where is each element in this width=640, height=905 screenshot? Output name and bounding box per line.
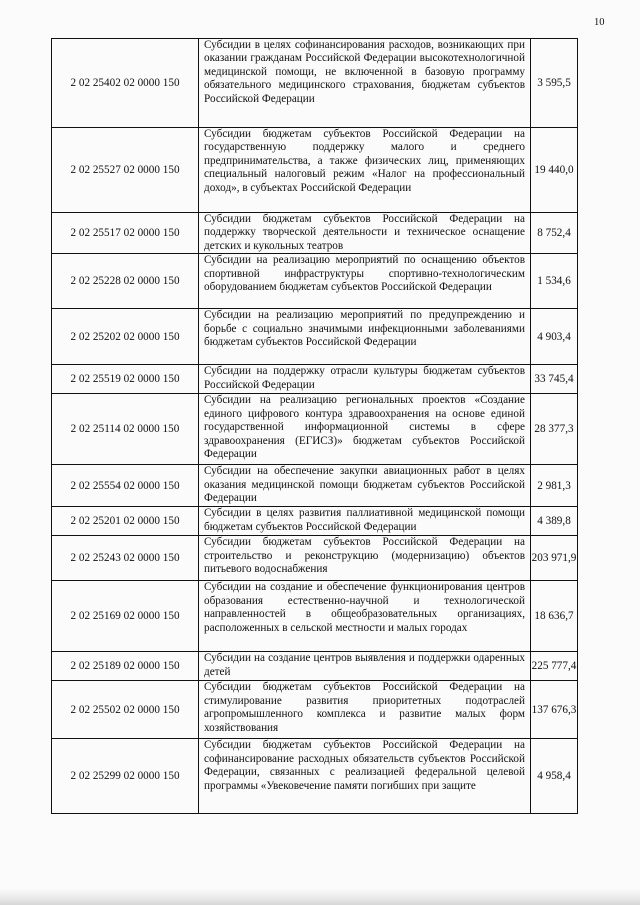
description-text: Субсидии бюджетам субъектов Российской Федерации на поддержку творческой деятельности и техническое оснащение детских и кукольных театров xyxy=(204,213,525,252)
budget-code-cell: 2 02 25517 02 0000 150 xyxy=(52,213,199,254)
description-text: Субсидии бюджетам субъектов Российской Федерации на государственную поддержку малого и среднего предпринимательства, а также физических лиц, применяющих специальный налоговый режим «Налог на профессиональный доход», в субъектах Российской Федерации xyxy=(204,128,525,194)
table-row xyxy=(52,254,578,309)
budget-code-cell: 2 02 25114 02 0000 150 xyxy=(52,394,199,465)
budget-code-cell: 2 02 25202 02 0000 150 xyxy=(52,309,199,365)
description-cell xyxy=(199,507,531,536)
page-number: 10 xyxy=(594,17,605,28)
budget-code-cell: 2 02 25519 02 0000 150 xyxy=(52,365,199,394)
table-row xyxy=(52,507,578,536)
budget-code-cell: 2 02 25299 02 0000 150 xyxy=(52,739,199,814)
description-cell xyxy=(199,309,531,365)
amount-cell: 3 595,5 xyxy=(531,39,578,128)
description-cell xyxy=(199,128,531,213)
description-text: Субсидии бюджетам субъектов Российской Федерации на строительство и реконструкцию (модернизацию) объектов питьевого водоснабжения xyxy=(204,536,525,576)
budget-code-cell: 2 02 25402 02 0000 150 xyxy=(52,39,199,128)
description-cell xyxy=(199,739,531,814)
description-cell xyxy=(199,254,531,309)
description-cell xyxy=(199,365,531,394)
description-cell xyxy=(199,681,531,739)
description-text: Субсидии бюджетам субъектов Российской Федерации на стимулирование развития приоритетных подотраслей агропромышленного комплекса и развитие малых форм хозяйствования xyxy=(204,681,525,734)
amount-cell: 203 971,9 xyxy=(531,536,578,581)
table-body xyxy=(52,39,578,814)
description-cell xyxy=(199,213,531,254)
scan-bottom-edge xyxy=(0,888,640,905)
amount-cell: 28 377,3 xyxy=(531,394,578,465)
budget-code-cell: 2 02 25554 02 0000 150 xyxy=(52,465,199,507)
description-text: Субсидии на создание центров выявления и поддержки одаренных детей xyxy=(204,652,525,678)
amount-cell: 225 777,4 xyxy=(531,652,578,681)
description-text: Субсидии бюджетам субъектов Российской Федерации на софинансирование расходных обязательств субъектов Российской Федерации, связанных с реализацией федеральной целевой программы «Увековечение памяти погибших при защите xyxy=(204,739,525,792)
description-cell xyxy=(199,652,531,681)
amount-cell: 4 903,4 xyxy=(531,309,578,365)
table-row xyxy=(52,39,578,128)
table-row xyxy=(52,365,578,394)
description-cell xyxy=(199,536,531,581)
amount-cell: 4 389,8 xyxy=(531,507,578,536)
amount-cell: 18 636,7 xyxy=(531,581,578,652)
description-text: Субсидии на обеспечение закупки авиационных работ в целях оказания медицинской помощи бюджетам субъектов Российской Федерации xyxy=(204,465,525,505)
description-cell xyxy=(199,394,531,465)
subsidies-table xyxy=(51,38,578,814)
budget-code-cell: 2 02 25527 02 0000 150 xyxy=(52,128,199,213)
amount-cell: 137 676,3 xyxy=(531,681,578,739)
description-cell xyxy=(199,465,531,507)
budget-code-cell: 2 02 25502 02 0000 150 xyxy=(52,681,199,739)
budget-code-cell: 2 02 25169 02 0000 150 xyxy=(52,581,199,652)
description-text: Субсидии на реализацию мероприятий по предупреждению и борьбе с социально значимыми инфекционными заболеваниями бюджетам субъектов Российской Федерации xyxy=(204,309,525,349)
budget-code-cell: 2 02 25189 02 0000 150 xyxy=(52,652,199,681)
description-cell xyxy=(199,39,531,128)
amount-cell: 8 752,4 xyxy=(531,213,578,254)
description-text: Субсидии на создание и обеспечение функционирования центров образования естественно-научной и технологической направленностей в общеобразовательных организациях, расположенных в сельской местности и малых городах xyxy=(204,581,525,634)
amount-cell: 33 745,4 xyxy=(531,365,578,394)
description-text: Субсидии на реализацию мероприятий по оснащению объектов спортивной инфраструктуры спортивно-технологическим оборудованием бюджетам субъектов Российской Федерации xyxy=(204,254,525,294)
description-text: Субсидии в целях софинансирования расходов, возникающих при оказании гражданам Российской Федерации высокотехнологичной медицинской помощи, не включенной в базовую программу обязательного медицинского страхования, бюджетам субъектов Российской Федерации xyxy=(204,39,525,105)
table-row xyxy=(52,581,578,652)
table-row xyxy=(52,394,578,465)
description-cell xyxy=(199,581,531,652)
description-text: Субсидии на реализацию региональных проектов «Создание единого цифрового контура здравоохранения на основе единой государственной информационной системы в сфере здравоохранения (ЕГИСЗ)» бюджетам субъектов Российской Федерации xyxy=(204,394,525,461)
budget-code-cell: 2 02 25201 02 0000 150 xyxy=(52,507,199,536)
amount-cell: 4 958,4 xyxy=(531,739,578,814)
budget-code-cell: 2 02 25243 02 0000 150 xyxy=(52,536,199,581)
amount-cell: 1 534,6 xyxy=(531,254,578,309)
table-row xyxy=(52,652,578,681)
description-text: Субсидии в целях развития паллиативной медицинской помощи бюджетам субъектов Российской Федерации xyxy=(204,507,525,533)
table-row xyxy=(52,128,578,213)
amount-cell: 19 440,0 xyxy=(531,128,578,213)
table-row xyxy=(52,536,578,581)
description-text: Субсидии на поддержку отрасли культуры бюджетам субъектов Российской Федерации xyxy=(204,365,525,391)
table-row xyxy=(52,739,578,814)
table-row xyxy=(52,465,578,507)
table-row xyxy=(52,309,578,365)
amount-cell: 2 981,3 xyxy=(531,465,578,507)
table-row xyxy=(52,681,578,739)
table-row xyxy=(52,213,578,254)
budget-code-cell: 2 02 25228 02 0000 150 xyxy=(52,254,199,309)
